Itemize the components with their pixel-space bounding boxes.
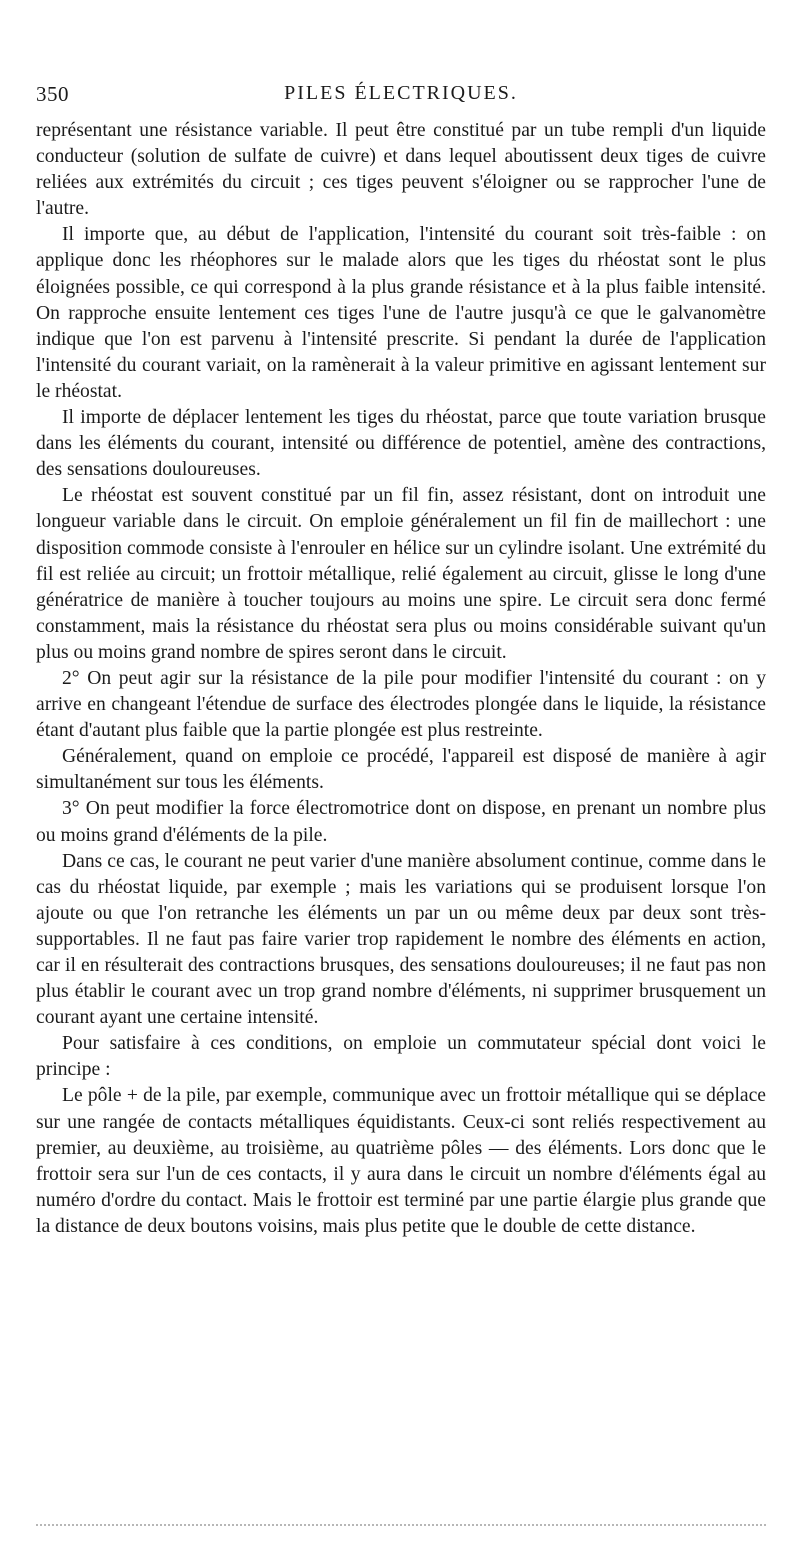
- paragraph-simultaneous: Généralement, quand on emploie ce procédé, l'appareil est disposé de manière à agir simultanément sur tous les éléments.: [36, 746, 766, 794]
- paragraph-slow-movement: Il importe de déplacer lentement les tiges du rhéostat, parce que toute variation brusque dans les éléments du courant, intensité ou différence de potentiel, amène des contractions, des sensations douloureuses.: [36, 407, 766, 481]
- running-title: PILES ÉLECTRIQUES.: [284, 82, 518, 104]
- paragraph-continued: représentant une résistance variable. Il peut être constitué par un tube rempli d'un liquide conducteur (solution de sulfate de cuivre) et dans lequel aboutissent deux tiges de cuivre reliées aux extrémités du circuit ; ces tiges peuvent s'éloigner ou se rapprocher l'une de l'autre.: [36, 120, 766, 220]
- paragraph-variations: Dans ce cas, le courant ne peut varier d'une manière absolument continue, comme dans le cas du rhéostat liquide, par exemple ; mais les variations qui se produisent lorsque l'on ajoute ou que l'on retranche les éléments un par un ou même deux par deux sont très-supportables. Il ne faut pas faire varier trop rapidement le nombre des éléments en action, car il en résulterait des contractions brusques, des sensations douloureuses; il ne faut pas non plus établir le courant avec un trop grand nombre d'éléments, ni supprimer brusquement un courant ayant une certaine intensité.: [36, 850, 766, 1029]
- paragraph-commutator-principle: Le pôle + de la pile, par exemple, communique avec un frottoir métallique qui se déplace sur une rangée de contacts métalliques équidistants. Ceux-ci sont reliés respectivement au premier, au deuxième, au troisième, au quatrième pôles — des éléments. Lors donc que le frottoir sera sur l'un de ces contacts, il y aura dans le circuit un nombre d'éléments égal au numéro d'ordre du contact. Mais le frottoir est terminé par une partie élargie plus grande que la distance de deux boutons voisins, mais plus petite que le double de cette distance.: [36, 1085, 766, 1237]
- paragraph-commutator-intro: Pour satisfaire à ces conditions, on emploie un commutateur spécial dont voici le principe :: [36, 1033, 766, 1081]
- paragraph-wire-rheostat: Le rhéostat est souvent constitué par un fil fin, assez résistant, dont on introduit une longueur variable dans le circuit. On emploie généralement un fil fin de maillechort : une disposition commode consiste à l'enrouler en hélice sur un cylindre isolant. Une extrémité du fil est reliée au circuit; un frottoir métallique, relié également au circuit, glisse le long d'une génératrice de manière à toucher toujours au moins une spire. Le circuit sera donc fermé constamment, mais la résistance du rhéostat sera plus ou moins considérable suivant qu'un plus ou moins grand nombre de spires seront dans le circuit.: [36, 485, 766, 663]
- paragraph-current-intensity: Il importe que, au début de l'application, l'intensité du courant soit très-faible : on applique donc les rhéophores sur le malade alors que les tiges du rhéostat sont le plus éloignées possible, ce qui correspond à la plus grande résistance et à la plus faible intensité. On rapproche ensuite lentement ces tiges l'une de l'autre jusqu'à ce que le galvanomètre indique que l'on est parvenu à l'intensité prescrite. Si pendant la durée de l'application l'intensité du courant variait, on la ramènerait à la valeur primitive en agissant lentement sur le rhéostat.: [36, 224, 766, 402]
- page-header: [36, 82, 766, 112]
- paragraph-pile-resistance: 2° On peut agir sur la résistance de la pile pour modifier l'intensité du courant : on y arrive en changeant l'étendue de surface des électrodes plongée dans le liquide, la résistance étant d'autant plus faible que la partie plongée est plus restreinte.: [36, 667, 766, 742]
- page-number: 350: [36, 82, 69, 106]
- bottom-bleed-through: [36, 1524, 766, 1526]
- paragraph-electromotive-force: 3° On peut modifier la force électromotrice dont on dispose, en prenant un nombre plus ou moins grand d'éléments de la pile.: [36, 798, 766, 846]
- body-text: [36, 118, 766, 1240]
